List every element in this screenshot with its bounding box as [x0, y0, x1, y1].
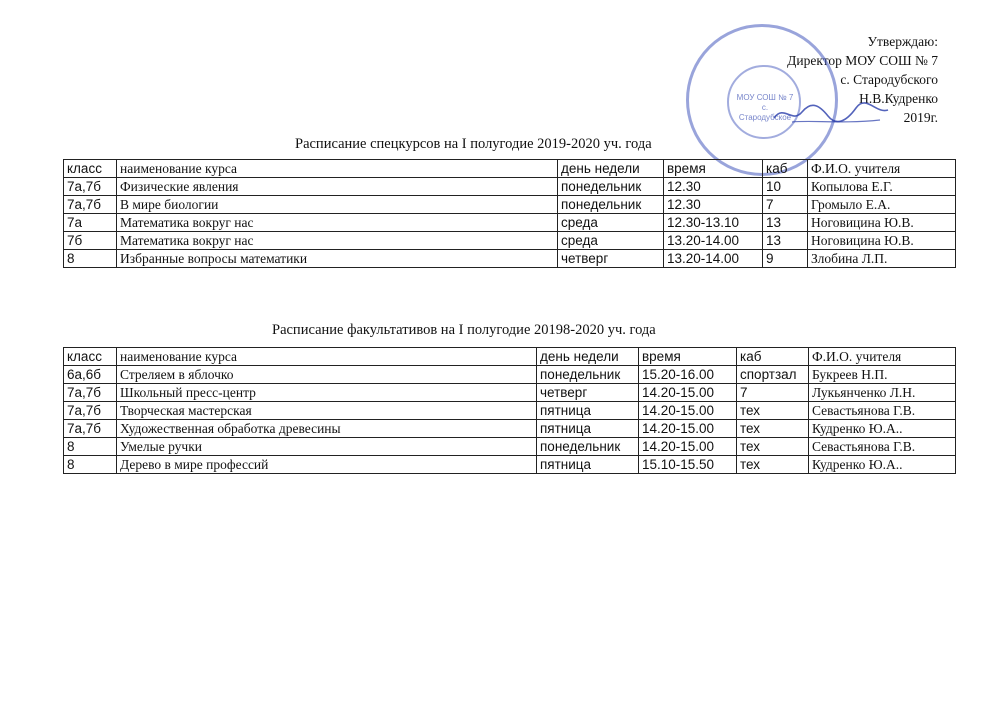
table-cell: 8 [64, 250, 117, 268]
table-cell: Математика вокруг нас [117, 232, 558, 250]
table-cell: 13 [763, 232, 808, 250]
table-cell: 15.20-16.00 [639, 366, 737, 384]
header-row [64, 160, 956, 178]
column-header: каб [763, 160, 808, 178]
table-cell: понедельник [558, 178, 664, 196]
approval-line-village: с. Стародубского [840, 72, 938, 87]
table-cell: Ноговицина Ю.В. [808, 232, 956, 250]
table-cell: спортзал [737, 366, 809, 384]
signature-scribble [772, 100, 890, 126]
table-cell: 6а,6б [64, 366, 117, 384]
column-header: день недели [558, 160, 664, 178]
column-header: Ф.И.О. учителя [808, 160, 956, 178]
table-cell: 13.20-14.00 [664, 250, 763, 268]
table-cell: Физические явления [117, 178, 558, 196]
column-header: наименование курса [117, 160, 558, 178]
table-cell: Севастьянова Г.В. [809, 438, 956, 456]
table-cell: понедельник [537, 438, 639, 456]
electives-table [63, 347, 956, 474]
table-cell: 7б [64, 232, 117, 250]
table-cell: 7 [737, 384, 809, 402]
table-cell: четверг [558, 250, 664, 268]
table-cell: 7 [763, 196, 808, 214]
column-header: Ф.И.О. учителя [809, 348, 956, 366]
table-cell: 14.20-15.00 [639, 438, 737, 456]
table-row [64, 420, 956, 438]
table-cell: среда [558, 232, 664, 250]
table-cell: среда [558, 214, 664, 232]
table-row [64, 366, 956, 384]
column-header: день недели [537, 348, 639, 366]
table-cell: Ноговицина Ю.В. [808, 214, 956, 232]
table-cell: 15.10-15.50 [639, 456, 737, 474]
table-row [64, 196, 956, 214]
table-cell: В мире биологии [117, 196, 558, 214]
table-row [64, 402, 956, 420]
column-header: класс [64, 348, 117, 366]
table-cell: 10 [763, 178, 808, 196]
table-cell: Стреляем в яблочко [117, 366, 537, 384]
table-cell: 14.20-15.00 [639, 420, 737, 438]
table-cell: пятница [537, 402, 639, 420]
table-cell: 14.20-15.00 [639, 402, 737, 420]
table-cell: 12.30 [664, 178, 763, 196]
table-cell: 8 [64, 438, 117, 456]
table-cell: Математика вокруг нас [117, 214, 558, 232]
table-cell: 12.30 [664, 196, 763, 214]
table-cell: четверг [537, 384, 639, 402]
table-cell: Школьный пресс-центр [117, 384, 537, 402]
table-cell: 8 [64, 456, 117, 474]
table-cell: 7а [64, 214, 117, 232]
column-header: наименование курса [117, 348, 537, 366]
table-cell: Злобина Л.П. [808, 250, 956, 268]
approval-line-name: Н.В.Кудренко [859, 91, 938, 106]
table-cell: 7а,7б [64, 178, 117, 196]
approval-line-director: Директор МОУ СОШ № 7 [787, 53, 938, 68]
column-header: класс [64, 160, 117, 178]
table-cell: 7а,7б [64, 420, 117, 438]
column-header: время [639, 348, 737, 366]
table-cell: 13.20-14.00 [664, 232, 763, 250]
table-cell: 13 [763, 214, 808, 232]
table-cell: Творческая мастерская [117, 402, 537, 420]
table-row [64, 250, 956, 268]
table-row [64, 214, 956, 232]
approval-line-date: 2019г. [903, 110, 938, 125]
table-cell: Умелые ручки [117, 438, 537, 456]
table-row [64, 456, 956, 474]
table-cell: Громыло Е.А. [808, 196, 956, 214]
table-cell: 9 [763, 250, 808, 268]
table-cell: 7а,7б [64, 402, 117, 420]
table-cell: 7а,7б [64, 384, 117, 402]
electives-title: Расписание факультативов на I полугодие 20198-2020 уч. года [272, 322, 656, 338]
table-cell: 12.30-13.10 [664, 214, 763, 232]
table-cell: тех [737, 402, 809, 420]
table-cell: тех [737, 456, 809, 474]
column-header: каб [737, 348, 809, 366]
header-row [64, 348, 956, 366]
table-row [64, 384, 956, 402]
table-row [64, 438, 956, 456]
table-cell: тех [737, 420, 809, 438]
seal-text: МОУ СОШ № 7 с. Стародубское [736, 93, 794, 122]
approval-line-approve: Утверждаю: [867, 34, 938, 49]
table-cell: понедельник [558, 196, 664, 214]
table-cell: 14.20-15.00 [639, 384, 737, 402]
table-cell: Лукьянченко Л.Н. [809, 384, 956, 402]
table-cell: Севастьянова Г.В. [809, 402, 956, 420]
table-cell: Копылова Е.Г. [808, 178, 956, 196]
table-cell: пятница [537, 420, 639, 438]
table-row [64, 178, 956, 196]
table-cell: Кудренко Ю.А.. [809, 420, 956, 438]
table-cell: Кудренко Ю.А.. [809, 456, 956, 474]
spec-courses-title: Расписание спецкурсов на I полугодие 2019-2020 уч. года [295, 136, 652, 152]
table-cell: Букреев Н.П. [809, 366, 956, 384]
spec-courses-table [63, 159, 956, 268]
table-cell: 7а,7б [64, 196, 117, 214]
table-cell: пятница [537, 456, 639, 474]
table-cell: Дерево в мире профессий [117, 456, 537, 474]
table-cell: Художественная обработка древесины [117, 420, 537, 438]
table-cell: тех [737, 438, 809, 456]
column-header: время [664, 160, 763, 178]
table-cell: Избранные вопросы математики [117, 250, 558, 268]
table-cell: понедельник [537, 366, 639, 384]
table-row [64, 232, 956, 250]
